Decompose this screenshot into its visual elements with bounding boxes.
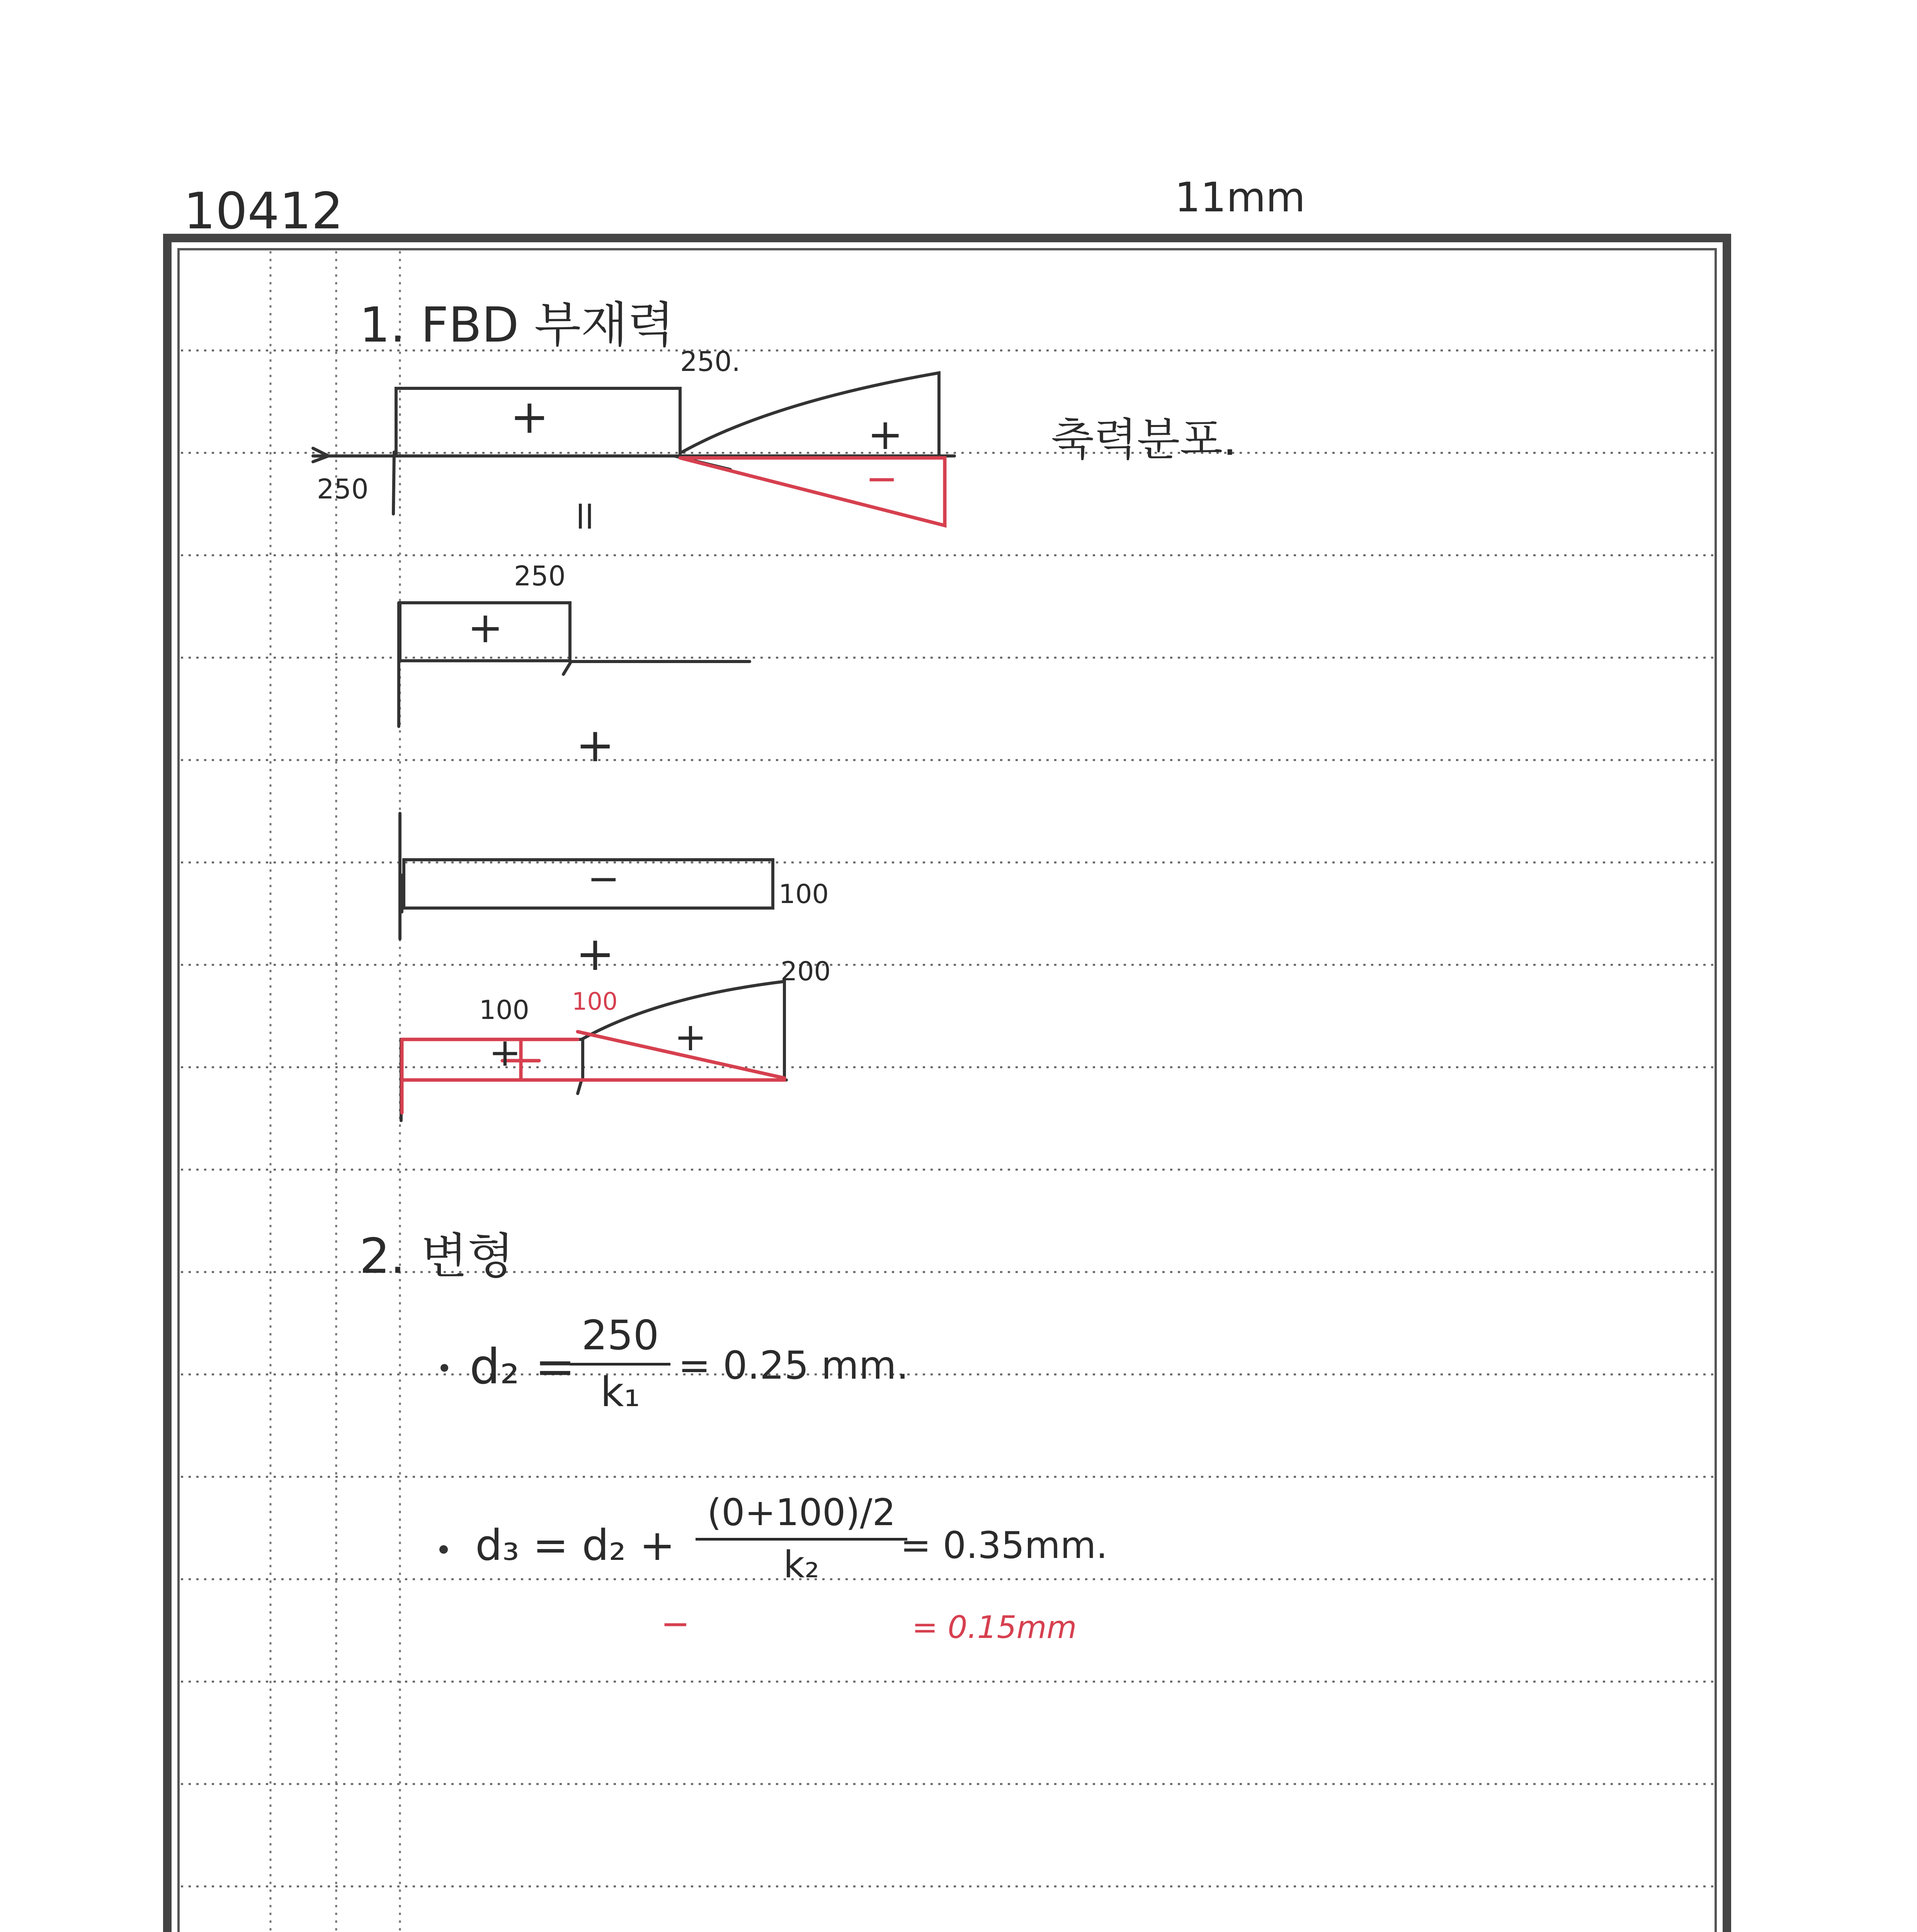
diagram1-label: 축력분포.: [1051, 414, 1237, 466]
eq2-lhs: d₃ = d₂ +: [475, 1520, 675, 1570]
red-triangle-correction: [680, 458, 945, 526]
diagram3-value: 100: [779, 879, 829, 910]
diagram3-sign: −: [587, 856, 620, 901]
eq2-numerator: (0+100)/2: [696, 1492, 907, 1541]
red-correction-result: = 0.15mm: [912, 1609, 1077, 1645]
diagram1-sign-right: +: [867, 410, 903, 459]
eq1-fraction: [570, 1312, 670, 1416]
eq1-rhs: = 0.25 mm.: [678, 1343, 909, 1388]
red-correction-minus: −: [661, 1604, 690, 1644]
section-1-title: 1. FBD 부재력: [359, 297, 674, 353]
diagram1-sign-red: −: [866, 456, 898, 501]
diagram4-value-right: 200: [781, 956, 831, 987]
ruled-lines: [181, 350, 1713, 1932]
axial-force-diagram-total: [313, 373, 954, 514]
diagram2-value-top: 250: [514, 560, 566, 592]
equals-mark: ll: [576, 498, 594, 537]
eq2-rhs: = 0.35mm.: [900, 1524, 1108, 1567]
bullet-dots: [439, 1364, 448, 1554]
diagram1-value-top: 250.: [680, 346, 740, 378]
diagram4-sign-right: +: [674, 1014, 707, 1060]
candidate-number: 10412: [184, 182, 344, 240]
section-2-title: 2. 변형: [359, 1228, 514, 1284]
header-note: 11mm: [1175, 174, 1306, 221]
plus-sign-2: +: [576, 927, 615, 981]
diagram4-value-left: 100: [479, 995, 529, 1026]
eq1-numerator: 250: [570, 1312, 670, 1366]
eq1-denominator: k₁: [600, 1369, 640, 1416]
red-sum-correction: [402, 1032, 784, 1113]
diagram1-value-left: 250: [317, 473, 369, 505]
eq2-denominator: k₂: [783, 1544, 820, 1586]
eq1-lhs: d₂ =: [469, 1339, 575, 1395]
diagram4-value-red: 100: [572, 987, 618, 1015]
axial-force-diagram-part2: [400, 813, 773, 939]
diagram1-sign-left: +: [510, 390, 549, 444]
axial-force-diagram-part1: [399, 603, 750, 726]
diagram2-sign: +: [468, 603, 503, 652]
plus-sign-1: +: [576, 719, 615, 772]
diagram4-sign-left: +: [489, 1030, 521, 1075]
eq2-fraction: [696, 1492, 907, 1586]
